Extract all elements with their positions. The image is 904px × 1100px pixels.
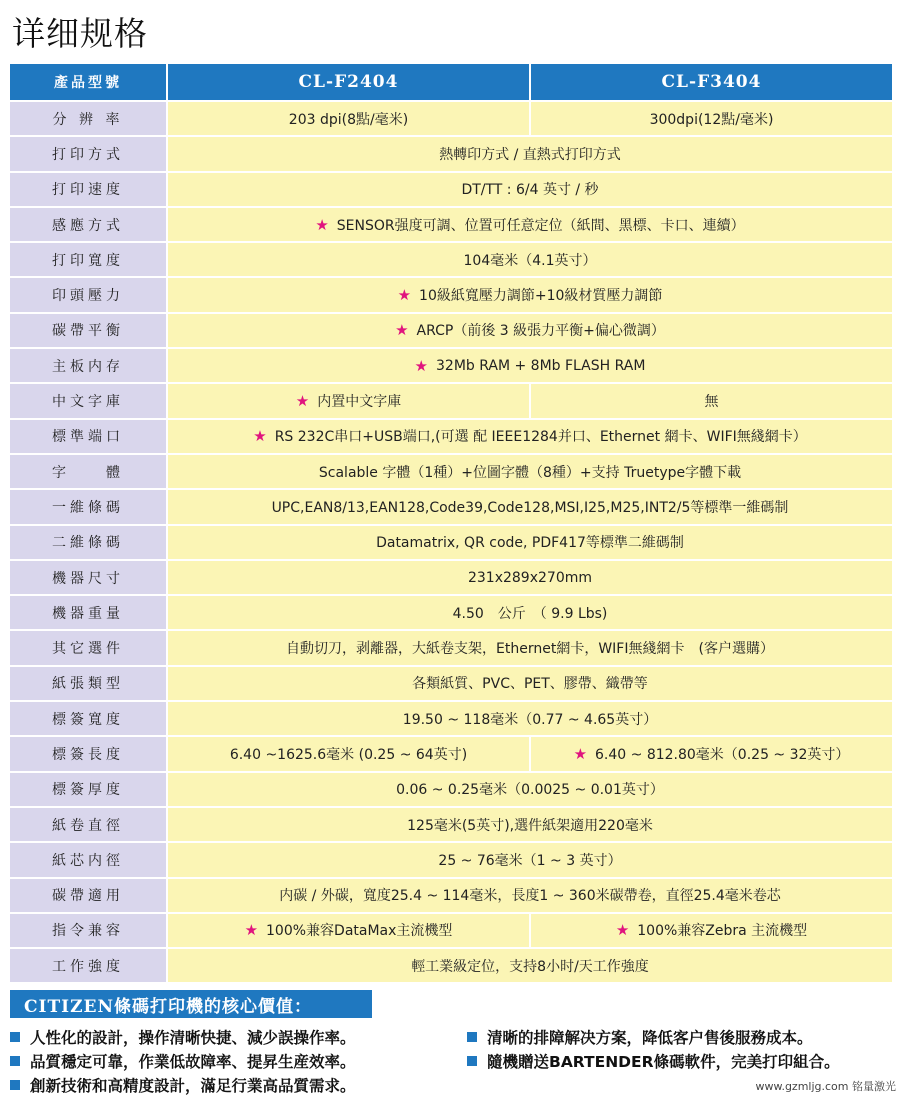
spec-value-text: 6.40 ~ 812.80毫米（0.25 ~ 32英寸） [595,746,850,763]
spec-value-text: DT/TT : 6/4 英寸 / 秒 [461,182,599,199]
square-bullet-icon [467,1032,477,1042]
spec-value-f3404 [529,737,892,770]
spec-value-text: 4.50 公斤 （ 9.9 Lbs) [452,605,608,622]
spec-value-text: 0.06 ~ 0.25毫米（0.0025 ~ 0.01英寸） [396,782,664,799]
spec-table [10,64,892,984]
table-row [10,208,892,243]
spec-value [168,526,892,559]
table-row [10,349,892,384]
spec-label: 指令兼容 [10,914,168,947]
spec-value [168,667,892,700]
spec-value-text: 203 dpi(8點/毫米) [288,111,409,128]
spec-value-text: 100%兼容Zebra 主流機型 [637,923,808,940]
spec-value [168,208,892,241]
spec-value [168,314,892,347]
spec-label: 一維條碼 [10,490,168,523]
spec-value [168,879,892,912]
square-bullet-icon [467,1056,477,1066]
table-row [10,173,892,208]
spec-label: 標簽長度 [10,737,168,770]
spec-value-text: 熱轉印方式 / 直熱式打印方式 [439,146,621,163]
spec-label: 二維條碼 [10,526,168,559]
spec-value [168,278,892,311]
table-row [10,420,892,455]
spec-value-text: 6.40 ~1625.6毫米 (0.25 ~ 64英寸) [229,746,468,763]
spec-value-f2404 [168,914,529,947]
spec-label: 其它選件 [10,631,168,664]
table-row [10,808,892,843]
spec-value-text: SENSOR强度可調、位置可任意定位（紙間、黑標、卡口、連續） [336,217,745,234]
table-header-row [10,64,892,102]
star-icon: ★ [573,744,588,763]
benefit-text: 隨機贈送BARTENDER條碼軟件，完美打印組合。 [487,1053,840,1071]
spec-value [168,137,892,170]
benefit-item [467,1050,840,1072]
spec-value-text: 自動切刀，剥離器，大紙卷支架，Ethernet網卡，WIFI無綫網卡 (客户選購） [286,641,774,658]
spec-label: 工作強度 [10,949,168,982]
table-row [10,879,892,914]
benefit-item [467,1026,813,1048]
table-row [10,137,892,172]
spec-value-f2404 [168,384,529,417]
spec-value-text: 内置中文字庫 [317,394,402,411]
spec-label: 分 辨 率 [10,102,168,135]
table-row [10,667,892,702]
core-values-heading: CITIZEN條碼打印機的核心價值： [10,990,372,1018]
benefit-item [10,1026,356,1048]
spec-value [168,631,892,664]
star-icon: ★ [315,215,329,234]
spec-value-text: 10級紙寬壓力調節+10級材質壓力調節 [419,288,663,305]
spec-value [168,561,892,594]
spec-value-text: 100%兼容DataMax主流機型 [266,923,453,940]
table-row [10,526,892,561]
benefit-text: 人性化的設計，操作清晰快捷、減少誤操作率。 [30,1029,356,1047]
spec-label: 印頭壓力 [10,278,168,311]
table-row [10,949,892,984]
model-cl-f3404: CL-F3404 [529,64,892,100]
spec-label: 紙張類型 [10,667,168,700]
spec-label: 紙卷直徑 [10,808,168,841]
spec-value [168,843,892,876]
star-icon: ★ [397,286,412,305]
spec-value-text: ARCP（前後 3 級張力平衡+偏心微調） [416,323,665,340]
table-row [10,596,892,631]
benefit-item [10,1074,356,1096]
spec-value-text: Datamatrix, QR code, PDF417等標準二維碼制 [376,535,684,552]
table-row [10,702,892,737]
spec-value [168,949,892,982]
spec-value-text: Scalable 字體（1種）+位圖字體（8種）+支持 Truetype字體下載 [318,464,742,481]
spec-value-text: RS 232C串口+USB端口,(可選 配 IEEE1284并口、Ethernet 網卡、WIFI無綫網卡） [274,429,807,446]
spec-value-f3404 [529,914,892,947]
spec-value-f3404 [529,384,892,417]
table-row [10,773,892,808]
spec-value [168,773,892,806]
spec-label: 標簽寬度 [10,702,168,735]
spec-value-text: 内碳 / 外碳，寬度25.4 ~ 114毫米，長度1 ~ 360米碳帶卷，直徑25.4毫米卷芯 [279,888,781,905]
table-row [10,455,892,490]
spec-value-text: 輕工業級定位，支持8小时/天工作強度 [411,958,649,975]
spec-value-f3404 [529,102,892,135]
spec-value-text: 231x289x270mm [467,569,592,586]
table-row [10,278,892,313]
spec-value-text: 19.50 ~ 118毫米（0.77 ~ 4.65英寸） [402,711,658,728]
spec-value [168,490,892,523]
spec-label: 打印方式 [10,137,168,170]
page-title: 详细规格 [12,14,148,53]
table-row [10,561,892,596]
star-icon: ★ [395,321,409,340]
watermark: www.gzmljg.com 铭量激光 [755,1080,896,1093]
spec-value-f2404 [168,737,529,770]
spec-value-text: 32Mb RAM + 8Mb FLASH RAM [436,357,646,374]
spec-label: 打印寬度 [10,243,168,276]
benefit-text: 清晰的排障解决方案，降低客户售後服務成本。 [487,1029,813,1047]
spec-value [168,173,892,206]
star-icon: ★ [295,392,310,411]
spec-label: 機器尺寸 [10,561,168,594]
spec-value [168,349,892,382]
star-icon: ★ [253,427,267,446]
spec-value-text: 125毫米(5英寸),選件紙架適用220毫米 [407,817,653,834]
spec-value-f2404 [168,102,529,135]
table-row [10,384,892,419]
square-bullet-icon [10,1080,20,1090]
table-row [10,737,892,772]
core-values-section [0,986,904,1100]
spec-label: 標準端口 [10,420,168,453]
square-bullet-icon [10,1032,20,1042]
spec-value-text: 各類紙質、PVC、PET、膠帶、織帶等 [412,676,648,693]
spec-value [168,420,892,453]
spec-value-text: 無 [704,394,719,411]
spec-value [168,243,892,276]
table-row [10,631,892,666]
spec-rows [10,102,892,984]
spec-label: 機器重量 [10,596,168,629]
spec-label: 中文字庫 [10,384,168,417]
star-icon: ★ [414,356,428,375]
table-row [10,914,892,949]
table-row [10,843,892,878]
spec-label: 字 體 [10,455,168,488]
spec-label: 標簽厚度 [10,773,168,806]
spec-label: 感應方式 [10,208,168,241]
star-icon: ★ [244,921,259,940]
table-row [10,314,892,349]
spec-label: 打印速度 [10,173,168,206]
spec-label: 碳帶適用 [10,879,168,912]
spec-value [168,455,892,488]
spec-value [168,808,892,841]
spec-value-text: 25 ~ 76毫米（1 ~ 3 英寸） [438,852,622,869]
benefit-text: 品質穩定可靠，作業低故障率、提昇生産效率。 [30,1053,356,1071]
spec-value [168,702,892,735]
benefit-item [10,1050,356,1072]
spec-value [168,596,892,629]
spec-value-text: 300dpi(12點/毫米) [649,111,774,128]
table-row [10,243,892,278]
spec-label: 紙芯内徑 [10,843,168,876]
square-bullet-icon [10,1056,20,1066]
model-cl-f2404: CL-F2404 [168,64,529,100]
spec-label: 主板内存 [10,349,168,382]
spec-value-text: UPC,EAN8/13,EAN128,Code39,Code128,MSI,I25,M25,INT2/5等標準一維碼制 [271,499,789,516]
table-row [10,490,892,525]
spec-value-text: 104毫米（4.1英寸） [463,252,597,269]
table-row [10,102,892,137]
header-label: 產品型號 [10,64,168,100]
spec-label: 碳帶平衡 [10,314,168,347]
benefit-text: 創新技術和高精度設計，滿足行業高品質需求。 [30,1077,356,1095]
star-icon: ★ [615,921,630,940]
